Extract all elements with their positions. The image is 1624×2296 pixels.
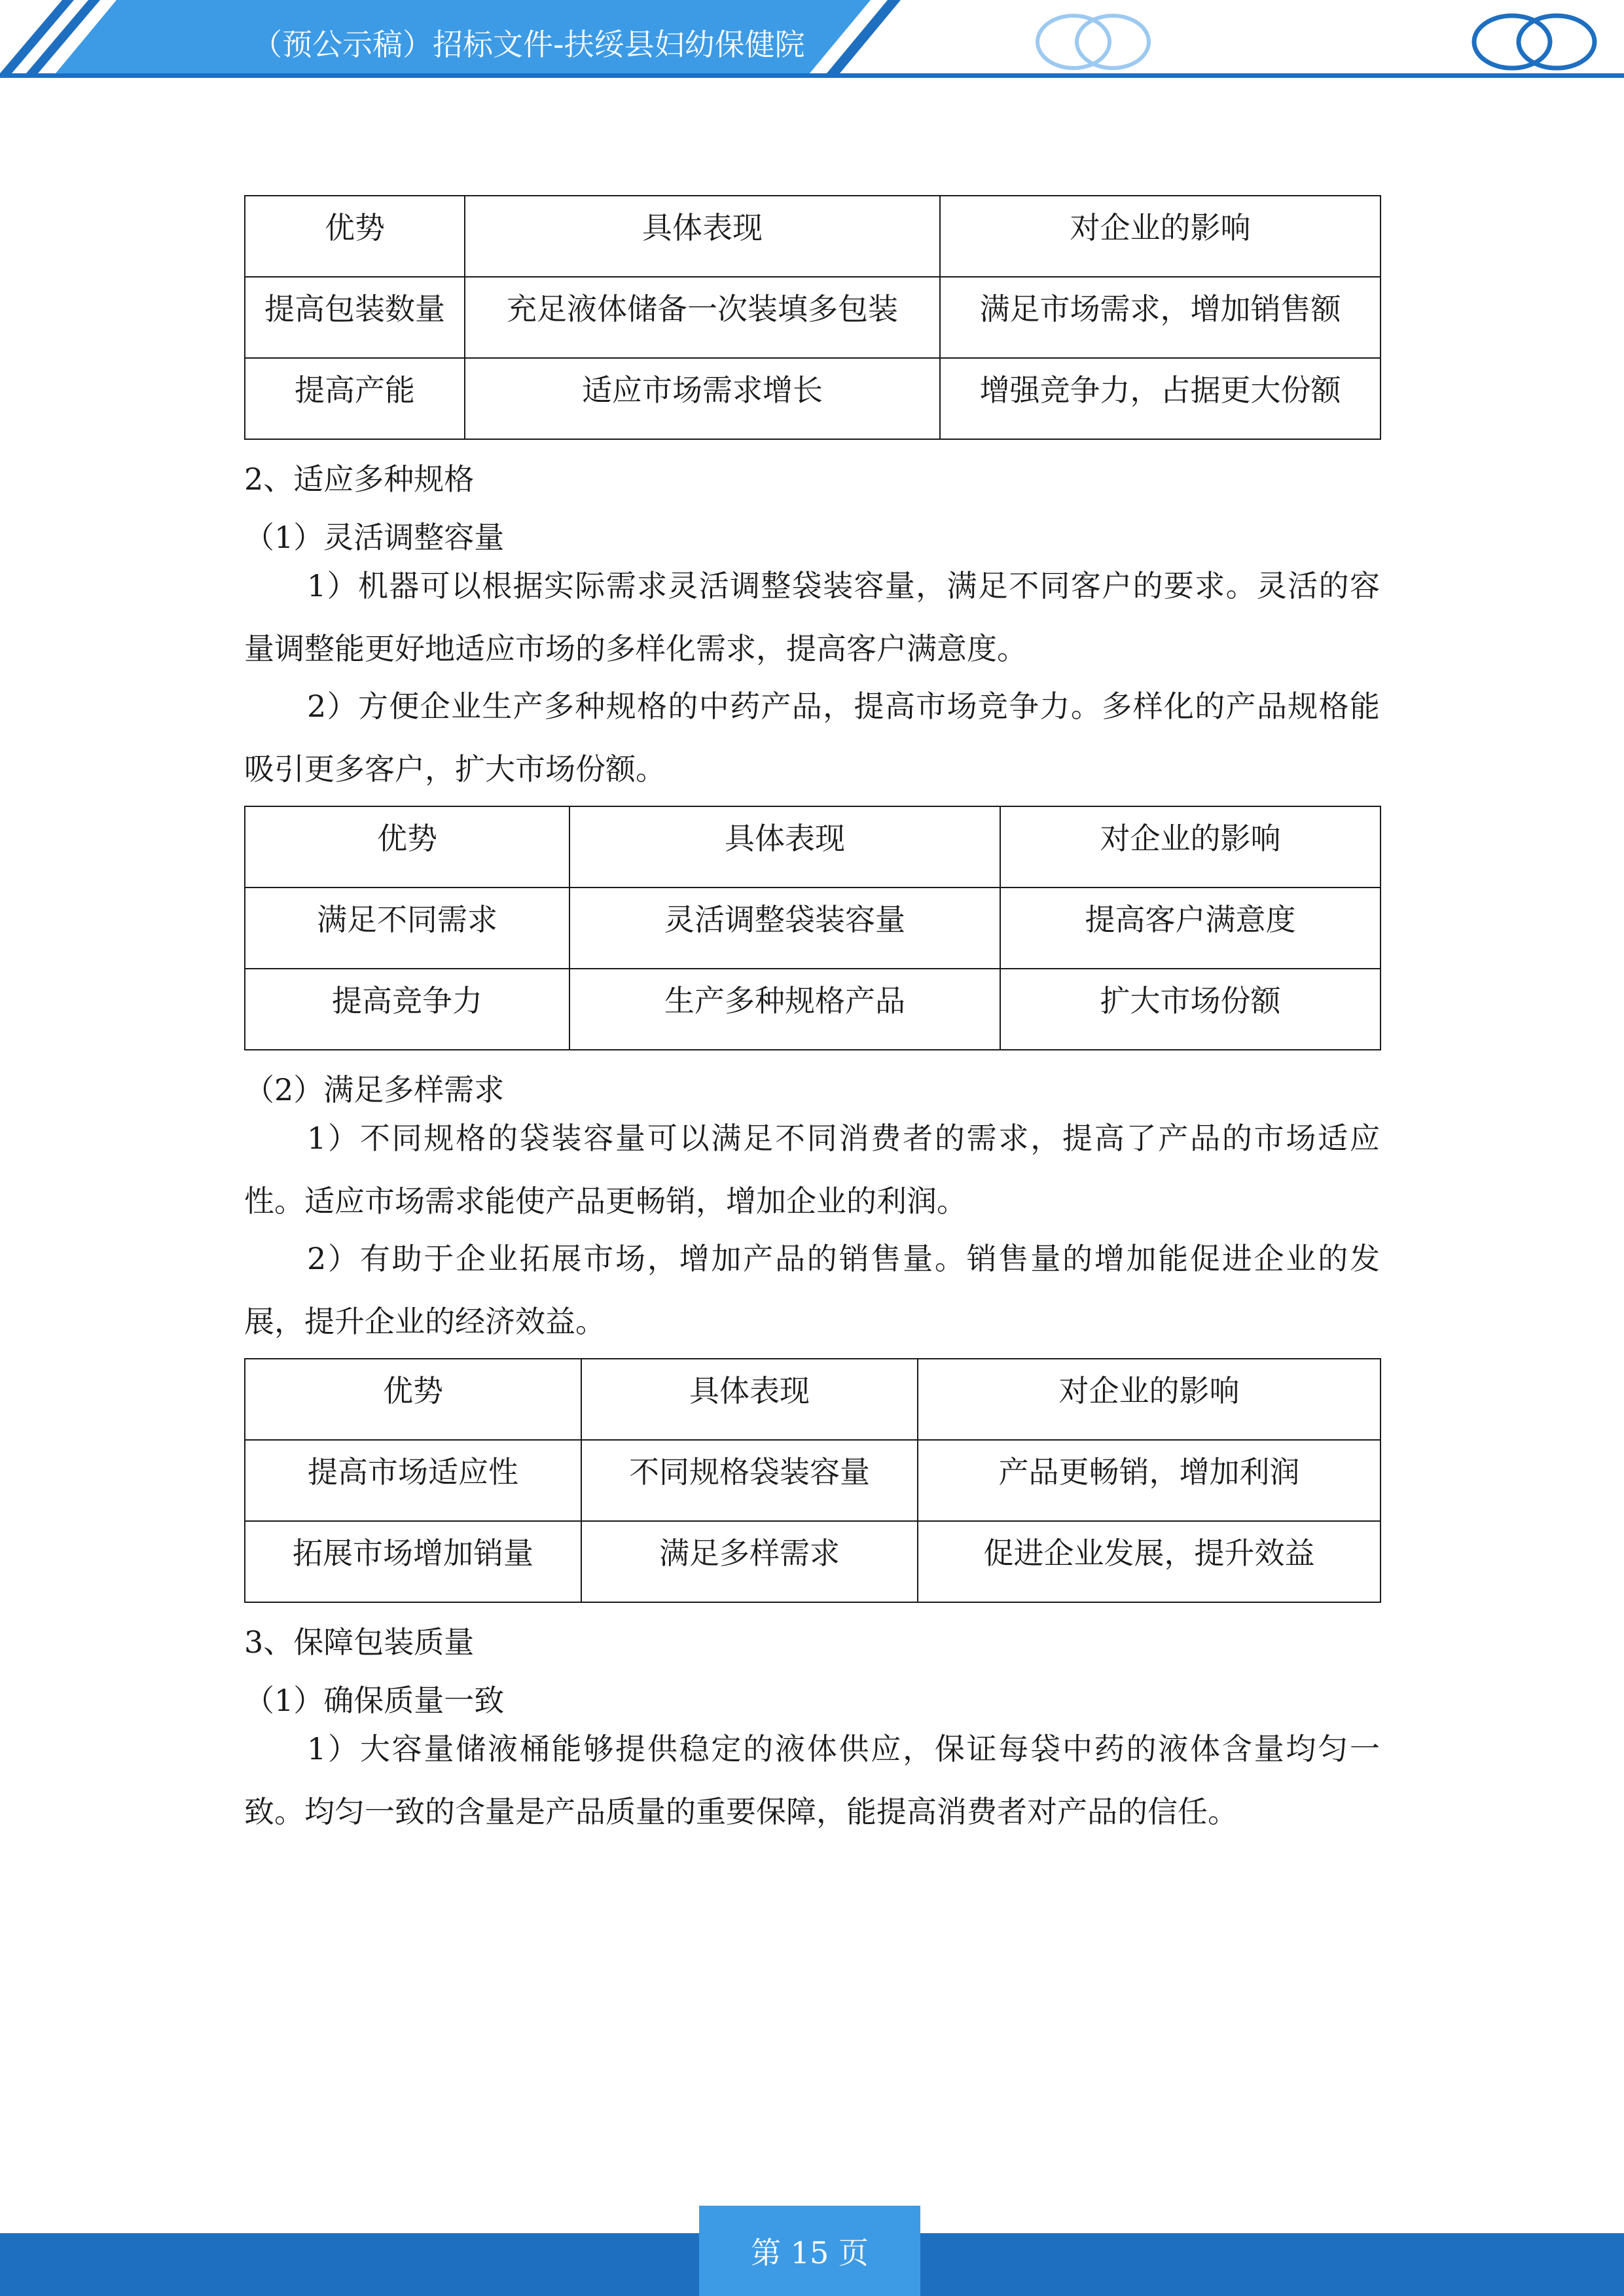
- table-header-row: [245, 1359, 1380, 1440]
- page-number: 第 15 页: [751, 2235, 869, 2270]
- table-header-row: [245, 196, 1380, 277]
- paragraph: 1）大容量储液桶能够提供稳定的液体供应，保证每袋中药的液体含量均匀一致。均匀一致的含量是产品质量的重要保障，能提高消费者对产品的信任。: [244, 1731, 1380, 1829]
- table-cell: 适应市场需求增长: [465, 358, 940, 439]
- table-cell: 提高客户满意度: [1000, 888, 1380, 969]
- page-header: [0, 0, 1624, 85]
- table-cell: 不同规格袋装容量: [581, 1440, 918, 1521]
- document-body: [244, 195, 1380, 1851]
- table-header-cell: 优势: [245, 806, 569, 888]
- paragraph: 2）有助于企业拓展市场，增加产品的销售量。销售量的增加能促进企业的发展，提升企业的经济效益。: [244, 1241, 1380, 1339]
- paragraph: 1）不同规格的袋装容量可以满足不同消费者的需求，提高了产品的市场适应性。适应市场需求能使产品更畅销，增加企业的利润。: [244, 1121, 1380, 1219]
- subsection-heading-2-1: （1）灵活调整容量: [244, 520, 505, 555]
- table-row: [245, 1440, 1380, 1521]
- table-header-cell: 对企业的影响: [1000, 806, 1380, 888]
- section-heading-2: 2、适应多种规格: [244, 461, 475, 497]
- table-cell: 满足多样需求: [581, 1521, 918, 1602]
- table-cell: 满足不同需求: [245, 888, 569, 969]
- table-row: [245, 888, 1380, 969]
- paragraph: 2）方便企业生产多种规格的中药产品，提高市场竞争力。多样化的产品规格能吸引更多客户，扩大市场份额。: [244, 689, 1380, 787]
- subsection-heading-3-1: （1）确保质量一致: [244, 1683, 505, 1718]
- table-header-cell: 具体表现: [569, 806, 1000, 888]
- section-heading-3: 3、保障包装质量: [244, 1624, 475, 1660]
- table-cell: 拓展市场增加销量: [245, 1521, 581, 1602]
- table-cell: 提高包装数量: [245, 277, 465, 358]
- table-cell: 提高市场适应性: [245, 1440, 581, 1521]
- table-header-cell: 优势: [245, 196, 465, 277]
- table-diverse-demand: [244, 1358, 1381, 1603]
- table-cell: 灵活调整袋装容量: [569, 888, 1000, 969]
- table-header-cell: 优势: [245, 1359, 581, 1440]
- header-rule: [0, 73, 1624, 78]
- subsection-heading-2-2: （2）满足多样需求: [244, 1072, 505, 1107]
- table-header-cell: 对企业的影响: [918, 1359, 1380, 1440]
- table-cell: 扩大市场份额: [1000, 969, 1380, 1050]
- header-decoration: [0, 0, 1624, 85]
- table-header-cell: 对企业的影响: [940, 196, 1380, 277]
- table-cell: 满足市场需求，增加销售额: [940, 277, 1380, 358]
- table-cell: 增强竞争力，占据更大份额: [940, 358, 1380, 439]
- table-header-cell: 具体表现: [465, 196, 940, 277]
- table-cell: 生产多种规格产品: [569, 969, 1000, 1050]
- header-title: （预公示稿）招标文件-扶绥县妇幼保健院: [252, 27, 805, 62]
- table-row: [245, 358, 1380, 439]
- table-flexible-capacity: [244, 806, 1381, 1050]
- table-header-cell: 具体表现: [581, 1359, 918, 1440]
- table-cell: 提高竞争力: [245, 969, 569, 1050]
- table-row: [245, 1521, 1380, 1602]
- header-ring-logo: [1474, 16, 1595, 68]
- table-cell: 充足液体储备一次装填多包装: [465, 277, 940, 358]
- footer-page-tab: [699, 2206, 920, 2296]
- table-header-row: [245, 806, 1380, 888]
- table-row: [245, 969, 1380, 1050]
- header-ring-logo-faint: [1038, 16, 1149, 68]
- table-row: [245, 277, 1380, 358]
- paragraph: 1）机器可以根据实际需求灵活调整袋装容量，满足不同客户的要求。灵活的容量调整能更好地适应市场的多样化需求，提高客户满意度。: [244, 568, 1380, 666]
- table-cell: 产品更畅销，增加利润: [918, 1440, 1380, 1521]
- table-cell: 促进企业发展，提升效益: [918, 1521, 1380, 1602]
- table-cell: 提高产能: [245, 358, 465, 439]
- table-packaging-quantity: [244, 195, 1381, 440]
